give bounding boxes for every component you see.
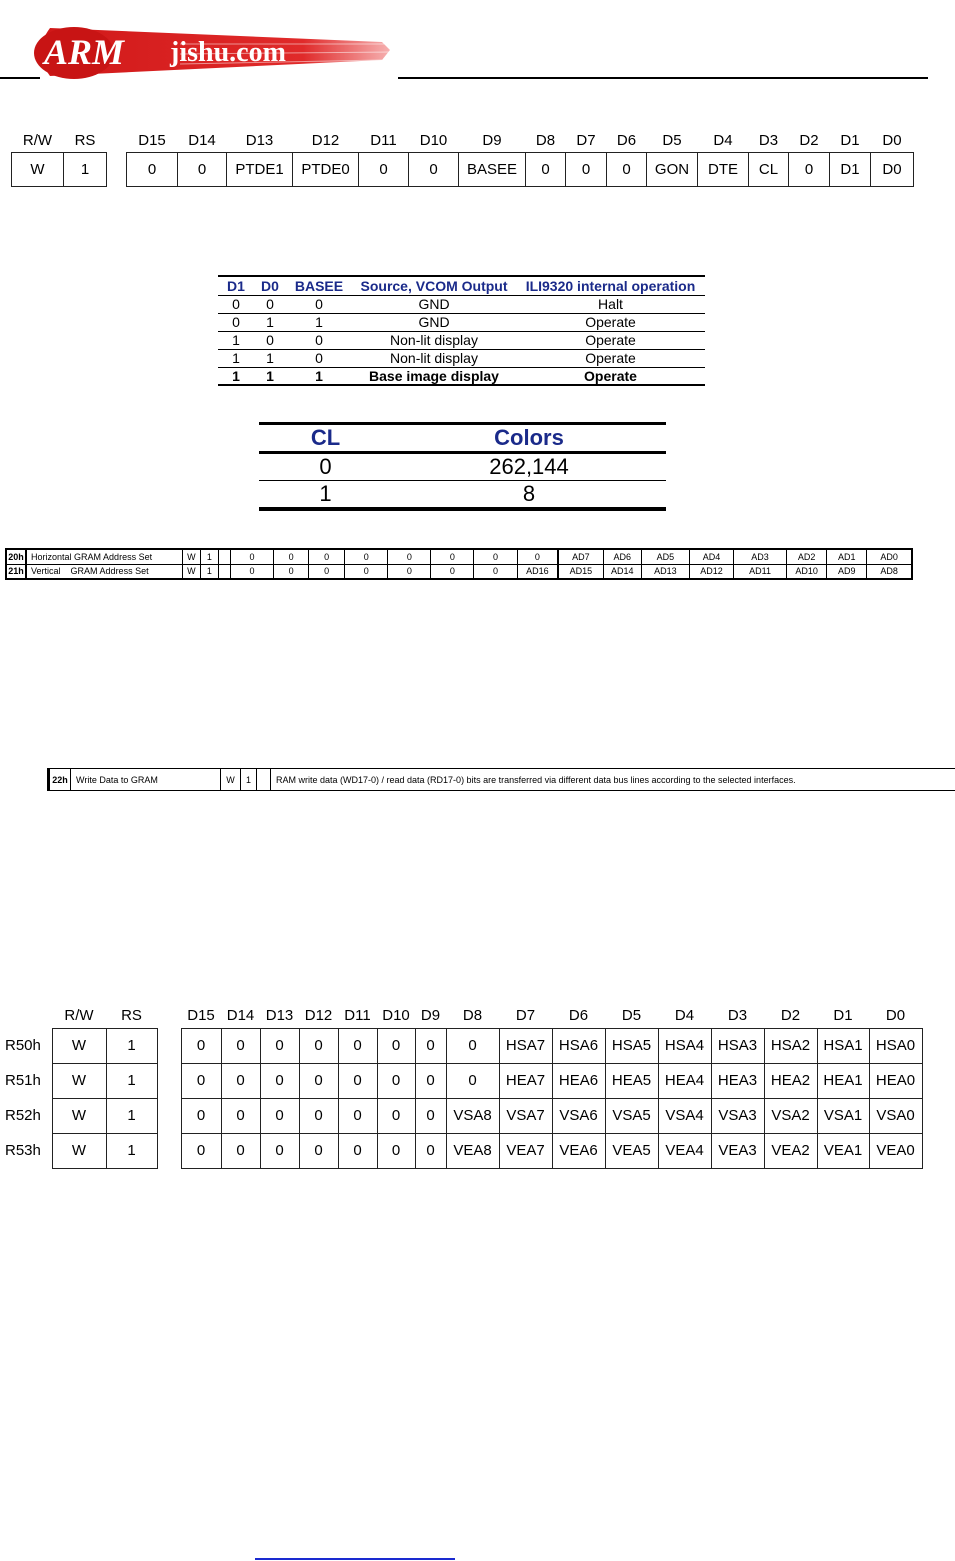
- value-cell: 0: [566, 152, 607, 186]
- header-cell: R/W: [22, 132, 53, 150]
- cell: 0: [181, 1098, 221, 1133]
- cell: 0: [338, 1133, 377, 1168]
- header-cell: D15: [138, 132, 166, 150]
- spacer: [218, 564, 230, 579]
- value-cell: 0: [127, 152, 178, 186]
- cell: 1: [319, 481, 332, 506]
- cell: VSA6: [552, 1098, 605, 1133]
- cell: VSA3: [711, 1098, 764, 1133]
- spacer: [157, 1028, 181, 1063]
- cell: AD9: [827, 564, 867, 579]
- spacer: [157, 1004, 181, 1028]
- cell: Non-lit display: [352, 331, 516, 349]
- cell: 262,144: [392, 453, 666, 481]
- cell: 0: [299, 1063, 338, 1098]
- header-cell: D0: [882, 132, 902, 150]
- header-cell: D13: [245, 132, 274, 150]
- header-rule-left: [0, 77, 40, 79]
- cell: Vertical GRAM Address Set: [26, 564, 182, 579]
- cell: 0: [260, 1028, 299, 1063]
- cell: 0: [299, 1098, 338, 1133]
- table-row: [4, 1098, 922, 1133]
- cell: 0: [415, 1133, 446, 1168]
- cell: Operate: [516, 367, 705, 385]
- cell: AD15: [558, 564, 603, 579]
- cell: 0: [254, 295, 286, 313]
- cell: HEA5: [605, 1063, 658, 1098]
- cell: W: [52, 1098, 106, 1133]
- cell: HSA2: [764, 1028, 817, 1063]
- cell: W: [182, 549, 200, 564]
- header-cell: D14: [188, 132, 216, 150]
- value-cell: 1: [64, 152, 107, 186]
- table-row: [4, 1063, 922, 1098]
- cell: 1: [106, 1063, 157, 1098]
- header-cell: D13: [265, 1007, 294, 1025]
- cell: 0: [474, 549, 517, 564]
- cell: 0: [388, 564, 431, 579]
- cell: 0: [446, 1028, 499, 1063]
- cell: W: [52, 1028, 106, 1063]
- cell: HSA3: [711, 1028, 764, 1063]
- header-cell: D10: [382, 1007, 410, 1025]
- cell: 0: [377, 1063, 415, 1098]
- cell: 0: [286, 349, 352, 367]
- cell: 0: [377, 1028, 415, 1063]
- cell: 0: [181, 1063, 221, 1098]
- value-cell: D0: [871, 152, 914, 186]
- cell: AD14: [603, 564, 641, 579]
- header-cell: D4: [713, 132, 733, 150]
- cell: Operate: [516, 313, 705, 331]
- cell: 0: [338, 1063, 377, 1098]
- cell: 0: [259, 453, 392, 481]
- cell: 22h: [49, 769, 71, 791]
- cell: VSA4: [658, 1098, 711, 1133]
- cell: 0: [221, 1063, 260, 1098]
- cell: 1: [106, 1028, 157, 1063]
- window-address-table: [4, 1004, 923, 1169]
- cell: 0: [517, 549, 558, 564]
- cell: 1: [254, 349, 286, 367]
- cell: 0: [260, 1063, 299, 1098]
- table-row: [259, 481, 666, 510]
- cell: AD13: [641, 564, 689, 579]
- cell: 1: [218, 349, 254, 367]
- value-cell: 0: [526, 152, 566, 186]
- logo-text-domain: jishu.com: [170, 37, 286, 68]
- value-cell: 0: [789, 152, 830, 186]
- cell: HEA2: [764, 1063, 817, 1098]
- header-cell: R/W: [64, 1007, 94, 1025]
- cell: 20h: [6, 549, 26, 564]
- color-header-row: [259, 424, 666, 453]
- logo-text-arm: ARM: [44, 32, 125, 72]
- table-row: [49, 769, 955, 791]
- cell: 0: [230, 564, 273, 579]
- cell: 0: [345, 549, 388, 564]
- header-cell: D5: [621, 1007, 642, 1025]
- cell: HEA6: [552, 1063, 605, 1098]
- header-cell: D11: [344, 1007, 371, 1025]
- table-row: [218, 295, 705, 313]
- cell: 0: [260, 1098, 299, 1133]
- cell: 1: [241, 769, 257, 791]
- cell: 1: [200, 549, 218, 564]
- cell: VSA0: [869, 1098, 922, 1133]
- spacer: [4, 1004, 52, 1028]
- cell: 0: [221, 1028, 260, 1063]
- header-cell: D3: [727, 1007, 748, 1025]
- cell: AD11: [734, 564, 787, 579]
- cell: 0: [415, 1063, 446, 1098]
- cell: VEA1: [817, 1133, 869, 1168]
- cell: AD4: [689, 549, 733, 564]
- spacer: [218, 549, 230, 564]
- cell: W: [182, 564, 200, 579]
- cell: VEA5: [605, 1133, 658, 1168]
- cell: 0: [286, 331, 352, 349]
- cell: VSA2: [764, 1098, 817, 1133]
- header-rule-right: [398, 77, 928, 79]
- cell: Horizontal GRAM Address Set: [26, 549, 182, 564]
- cell: AD5: [641, 549, 689, 564]
- cell: 1: [286, 313, 352, 331]
- cell: 0: [377, 1133, 415, 1168]
- table-row: [4, 1028, 922, 1063]
- cell: VEA3: [711, 1133, 764, 1168]
- cell: AD2: [787, 549, 827, 564]
- cell: 1: [254, 367, 286, 385]
- cell: GND: [352, 295, 516, 313]
- value-cell: 0: [178, 152, 227, 186]
- cell: Operate: [516, 349, 705, 367]
- value-cell: 0: [409, 152, 459, 186]
- cell: 0: [218, 295, 254, 313]
- cell: VSA1: [817, 1098, 869, 1133]
- table-row: [218, 367, 705, 385]
- value-cell: BASEE: [459, 152, 526, 186]
- header-cell: D2: [799, 132, 819, 150]
- cell: 1: [218, 331, 254, 349]
- cell: AD12: [689, 564, 733, 579]
- header-cell: D9: [420, 1007, 441, 1025]
- cell: 0: [345, 564, 388, 579]
- spacer: [157, 1098, 181, 1133]
- row-label: R53h: [5, 1142, 41, 1159]
- spacer: [107, 152, 127, 186]
- cell: 1: [106, 1098, 157, 1133]
- cell: 0: [274, 564, 309, 579]
- spacer: [107, 130, 127, 152]
- header-cell: D3: [758, 132, 779, 150]
- header-cell: RS: [121, 1007, 142, 1025]
- header-cell: D7: [576, 132, 596, 150]
- cell: Halt: [516, 295, 705, 313]
- cell: 1: [218, 367, 254, 385]
- cell: 0: [221, 1098, 260, 1133]
- header-cell: D6: [616, 132, 637, 150]
- cell: Operate: [516, 331, 705, 349]
- cell: 1: [200, 564, 218, 579]
- cell: GND: [352, 313, 516, 331]
- cell: AD0: [867, 549, 912, 564]
- cell: 0: [338, 1098, 377, 1133]
- header-cell: Colors: [392, 424, 666, 453]
- cell: W: [52, 1063, 106, 1098]
- cell: HSA4: [658, 1028, 711, 1063]
- cell: 21h: [6, 564, 26, 579]
- cell: VEA7: [499, 1133, 552, 1168]
- header-cell: D12: [304, 1007, 333, 1025]
- display-mode-table: [218, 275, 705, 386]
- cell: 0: [309, 549, 345, 564]
- header-cell: Source, VCOM Output: [352, 276, 516, 295]
- cell: VSA5: [605, 1098, 658, 1133]
- header-cell: D8: [535, 132, 556, 150]
- cell: 1: [286, 367, 352, 385]
- cell: 0: [221, 1133, 260, 1168]
- cell: HSA6: [552, 1028, 605, 1063]
- header-cell: D5: [662, 132, 682, 150]
- cell: RAM write data (WD17-0) / read data (RD17-0) bits are transferred via different data bus lines according to the selected interfaces.: [271, 769, 955, 791]
- row-label: R50h: [5, 1037, 41, 1054]
- cell: AD3: [734, 549, 787, 564]
- header-cell: D14: [226, 1007, 255, 1025]
- cell: 0: [338, 1028, 377, 1063]
- cell: HEA0: [869, 1063, 922, 1098]
- cell: HSA5: [605, 1028, 658, 1063]
- value-cell: D1: [830, 152, 871, 186]
- cell: Non-lit display: [352, 349, 516, 367]
- cell: 0: [415, 1098, 446, 1133]
- header-cell: D0: [254, 276, 286, 295]
- gram-write-table: [47, 768, 955, 791]
- cell: VEA0: [869, 1133, 922, 1168]
- cell: 0: [274, 549, 309, 564]
- header-cell: D8: [462, 1007, 483, 1025]
- footer-link[interactable]: [255, 1544, 455, 1560]
- cell: 0: [181, 1028, 221, 1063]
- cell: W: [52, 1133, 106, 1168]
- cell: AD16: [517, 564, 558, 579]
- cell: 0: [415, 1028, 446, 1063]
- cell: 0: [446, 1063, 499, 1098]
- value-cell: CL: [749, 152, 789, 186]
- spacer: [157, 1063, 181, 1098]
- cell: 0: [260, 1133, 299, 1168]
- table-row: [6, 564, 912, 579]
- header-cell: BASEE: [286, 276, 352, 295]
- cell: 0: [388, 549, 431, 564]
- cell: HSA1: [817, 1028, 869, 1063]
- cell: 1: [254, 313, 286, 331]
- cell: VSA8: [446, 1098, 499, 1133]
- cell: AD8: [867, 564, 912, 579]
- cell: AD7: [558, 549, 603, 564]
- cell: HSA0: [869, 1028, 922, 1063]
- cell: HEA4: [658, 1063, 711, 1098]
- header-cell: CL: [259, 424, 392, 453]
- value-cell: 0: [607, 152, 647, 186]
- header-cell: D1: [218, 276, 254, 295]
- color-depth-table: [259, 422, 666, 511]
- cell: VEA2: [764, 1133, 817, 1168]
- header-cell: D6: [568, 1007, 589, 1025]
- cell: W: [221, 769, 241, 791]
- cell: VEA8: [446, 1133, 499, 1168]
- cell: Write Data to GRAM: [71, 769, 221, 791]
- mode-header-row: [218, 276, 705, 295]
- register-bit-table: [11, 130, 914, 187]
- cell: HEA3: [711, 1063, 764, 1098]
- cell: AD6: [603, 549, 641, 564]
- table-row: [218, 331, 705, 349]
- table-row: [4, 1133, 922, 1168]
- cell: 0: [431, 549, 474, 564]
- header-cell: D15: [187, 1007, 215, 1025]
- cell: Base image display: [352, 367, 516, 385]
- value-cell: GON: [647, 152, 698, 186]
- cell: 0: [377, 1098, 415, 1133]
- header-cell: D1: [833, 1007, 853, 1025]
- cell: AD10: [787, 564, 827, 579]
- header-cell: D4: [674, 1007, 695, 1025]
- row-label: R51h: [5, 1072, 41, 1089]
- header-cell: D10: [419, 132, 448, 150]
- table-row: [259, 453, 666, 481]
- cell: AD1: [827, 549, 867, 564]
- cell: 0: [254, 331, 286, 349]
- spacer: [157, 1133, 181, 1168]
- cell: 1: [106, 1133, 157, 1168]
- cell: [257, 769, 271, 791]
- value-cell: W: [12, 152, 64, 186]
- header-cell: D1: [840, 132, 860, 150]
- header-cell: D11: [370, 132, 397, 150]
- row-label: R52h: [5, 1107, 41, 1124]
- cell: 8: [522, 481, 536, 506]
- table-row: [6, 549, 912, 564]
- value-cell: DTE: [698, 152, 749, 186]
- table-row: [218, 349, 705, 367]
- cell: VSA7: [499, 1098, 552, 1133]
- header-cell: D0: [885, 1007, 906, 1025]
- cell: 0: [299, 1028, 338, 1063]
- cell: HSA7: [499, 1028, 552, 1063]
- register-header-row: [12, 130, 914, 152]
- header-cell: D7: [515, 1007, 536, 1025]
- table-row: [218, 313, 705, 331]
- header-cell: D12: [311, 132, 340, 150]
- register-value-row: [12, 152, 914, 186]
- value-cell: 0: [359, 152, 409, 186]
- cell: HEA1: [817, 1063, 869, 1098]
- header-cell: ILI9320 internal operation: [516, 276, 705, 295]
- value-cell: PTDE1: [227, 152, 293, 186]
- header-cell: RS: [74, 132, 96, 150]
- cell: HEA7: [499, 1063, 552, 1098]
- cell: 0: [431, 564, 474, 579]
- cell: VEA6: [552, 1133, 605, 1168]
- gram-address-table: [5, 548, 913, 580]
- value-cell: PTDE0: [293, 152, 359, 186]
- cell: VEA4: [658, 1133, 711, 1168]
- header-cell: D9: [482, 132, 502, 150]
- cell: 0: [299, 1133, 338, 1168]
- cell: 0: [230, 549, 273, 564]
- cell: 0: [309, 564, 345, 579]
- cell: 0: [218, 313, 254, 331]
- cell: 0: [286, 295, 352, 313]
- cell: 0: [474, 564, 517, 579]
- cell: 0: [181, 1133, 221, 1168]
- armjishu-logo: [30, 20, 390, 82]
- header-cell: D2: [780, 1007, 801, 1025]
- window-header-row: [4, 1004, 922, 1028]
